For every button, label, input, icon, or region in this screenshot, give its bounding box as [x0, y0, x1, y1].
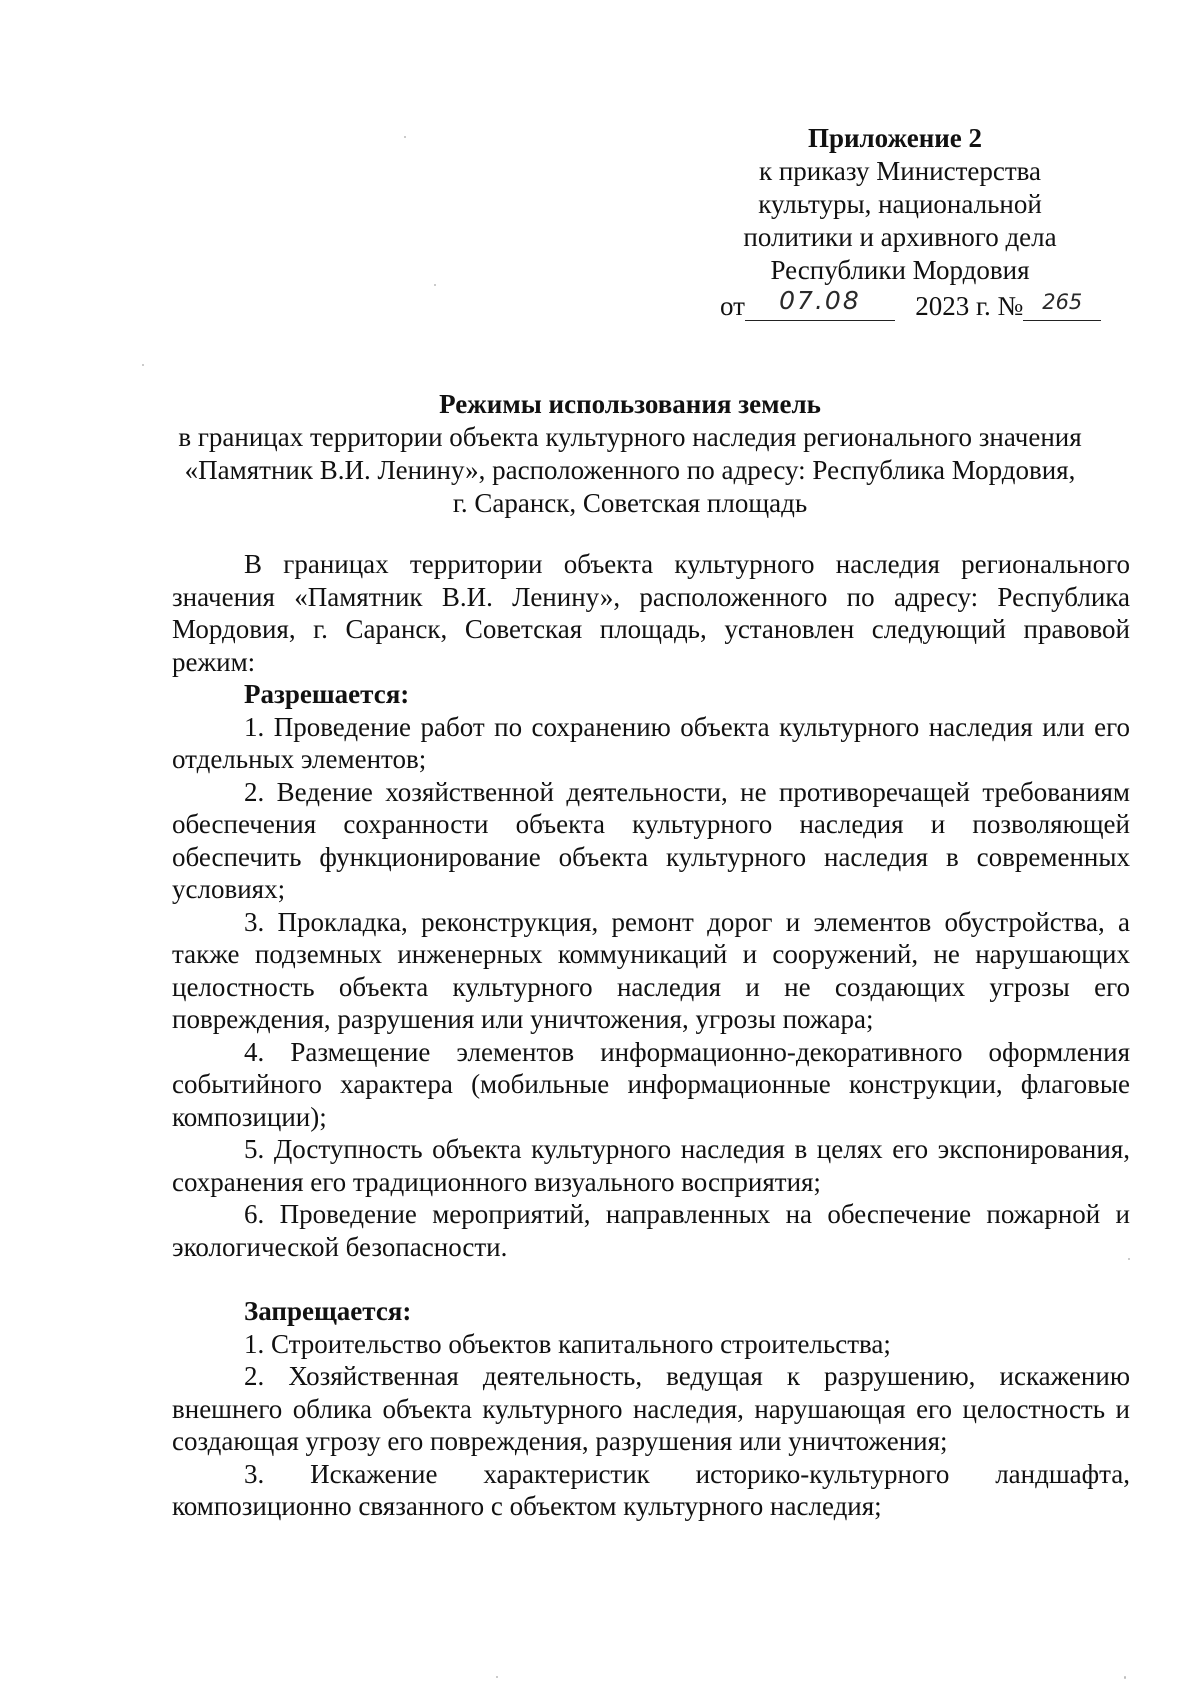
appendix-title: Приложение 2 [807, 123, 983, 153]
forbidden-item: 3. Искажение характеристик историко-культурного ландшафта, композиционно связанного с объектом культурного наследия; [172, 1458, 1130, 1521]
section-spacer [172, 1263, 1130, 1295]
heading-line: в границах территории объекта культурного наследия регионального значения [178, 422, 1082, 452]
appendix-line: Республики Мордовия [770, 255, 1030, 285]
scan-speck [1128, 1258, 1130, 1260]
appendix-line: политики и архивного дела [743, 222, 1057, 252]
heading-line: «Памятник В.И. Ленину», расположенного по адресу: Республика Мордовия, [184, 455, 1076, 485]
forbidden-item: 1. Строительство объектов капитального строительства; [244, 1328, 891, 1359]
document-heading [150, 388, 1110, 520]
document-body [172, 548, 1130, 1523]
order-year: 2023 г. № [915, 291, 1024, 321]
appendix-block [690, 122, 1110, 287]
order-date-blank [745, 286, 895, 321]
scan-speck [496, 1676, 498, 1678]
allowed-item: 6. Проведение мероприятий, направленных на обеспечение пожарной и экологической безопасности. [172, 1199, 1130, 1262]
intro-paragraph: В границах территории объекта культурного наследия регионального значения «Памятник В.И. Ленину», расположенного по адресу: Республика Мордовия, г. Саранск, Советская площадь, установлен следующий правовой режим: [172, 549, 1130, 677]
allowed-item: 5. Доступность объекта культурного наследия в целях его экспонирования, сохранения его традиционного визуального восприятия; [172, 1134, 1130, 1197]
order-reference [720, 286, 1140, 323]
heading-line: г. Саранск, Советская площадь [452, 488, 808, 518]
allowed-heading: Разрешается: [244, 679, 410, 709]
appendix-line: к приказу Министерства [758, 156, 1042, 186]
forbidden-item: 2. Хозяйственная деятельность, ведущая к разрушению, искажению внешнего облика объекта культурного наследия, нарушающая его целостность и создающая угрозу его повреждения, разрушения или уничтожения; [172, 1361, 1130, 1456]
scan-speck [404, 136, 406, 138]
allowed-item: 4. Размещение элементов информационно-декоративного оформления событийного характера (мобильные информационные конструкции, флаговые композиции); [172, 1036, 1130, 1132]
order-prefix: от [720, 291, 745, 321]
order-number-blank [1023, 290, 1101, 321]
scan-speck [142, 364, 144, 366]
allowed-item: 2. Ведение хозяйственной деятельности, не противоречащей требованиям обеспечения сохранности объекта культурного наследия и позволяющей обеспечить функционирование объекта культурного наследия в современных условиях; [172, 776, 1130, 904]
order-number-handwritten: 265 [1042, 290, 1083, 314]
allowed-item: 3. Прокладка, реконструкция, ремонт дорог и элементов обустройства, а также подземных инженерных коммуникаций и сооружений, не нарушающих целостность объекта культурного наследия и не создающих угрозы его повреждения, разрушения или уничтожения, угрозы пожара; [172, 906, 1130, 1034]
scan-speck [1124, 1676, 1126, 1679]
document-title: Режимы использования земель [439, 389, 821, 419]
allowed-item: 1. Проведение работ по сохранению объекта культурного наследия или его отдельных элементов; [172, 711, 1130, 774]
order-date-handwritten: 07.08 [779, 286, 861, 315]
scan-speck [434, 284, 436, 286]
forbidden-heading: Запрещается: [244, 1296, 412, 1326]
appendix-line: культуры, национальной [758, 189, 1042, 219]
